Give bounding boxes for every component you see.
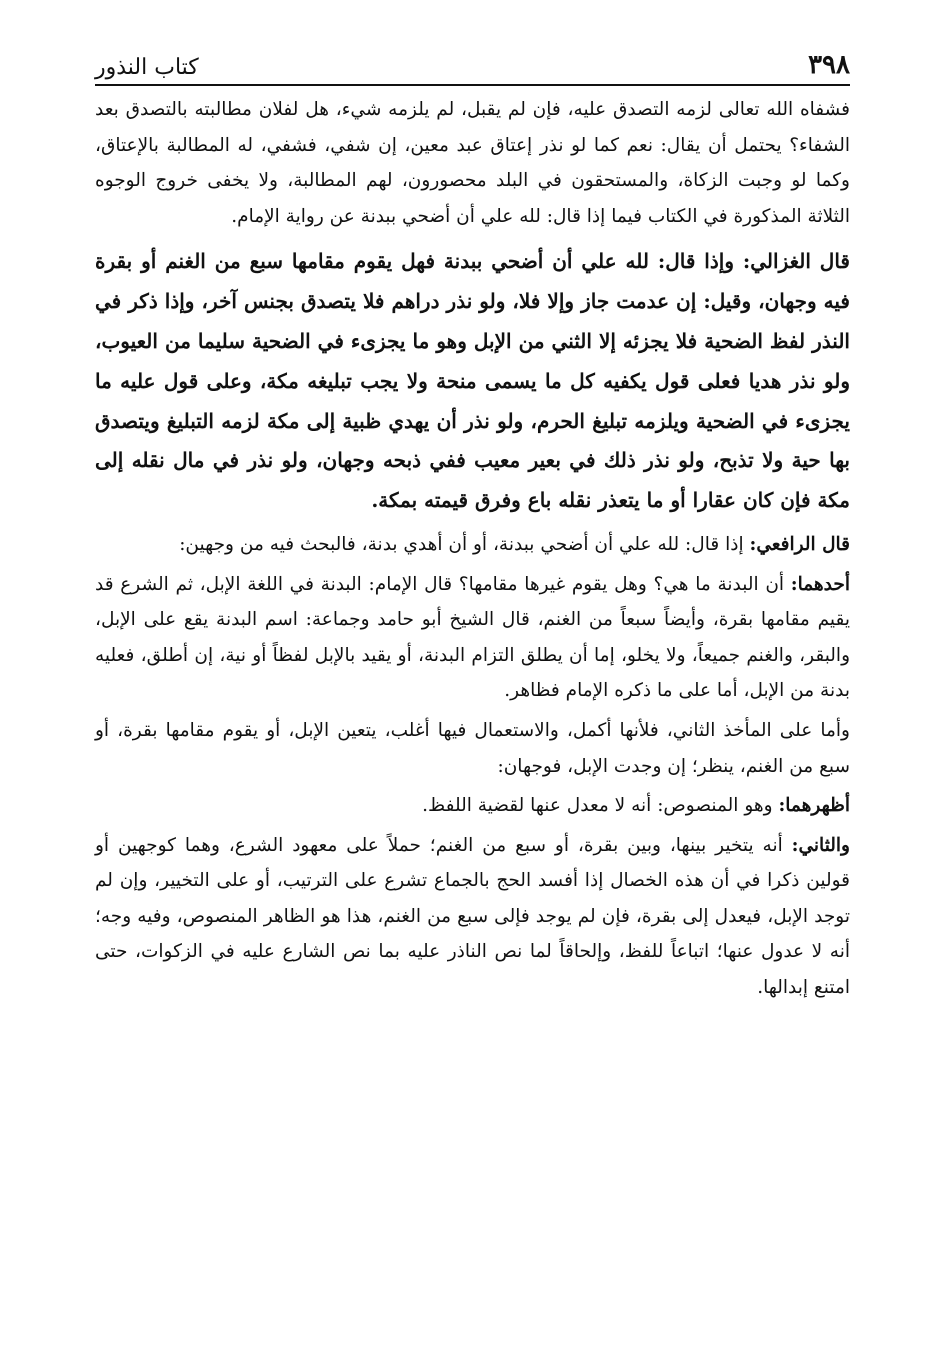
paragraph [95, 713, 850, 784]
paragraph-lead: أحدهما: [790, 573, 850, 595]
page-content [95, 92, 850, 1006]
page-header [95, 40, 850, 86]
paragraph [95, 92, 850, 234]
paragraph-text: فشفاه الله تعالى لزمه التصدق عليه، فإن لم يقبل، لم يلزمه شيء، هل لفلان مطالبته بالتصدق بعد الشفاء؟ يحتمل أن يقال: نعم كما لو نذر إعتاق عبد معين، إن شفي، فشفي، له المطالبة بالإعتاق، وكما لو وجبت الزكاة، والمستحقون في البلد محصورون، لهم المطالبة، ولا يخفى خروج الوجوه الثلاثة المذكورة في الكتاب فيما إذا قال: لله علي أن أضحي ببدنة عن رواية الإمام. [95, 99, 850, 227]
page-number: ٣٩٨ [808, 50, 850, 80]
paragraph-text: قال الغزالي: وإذا قال: لله علي أن أضحي ببدنة فهل يقوم مقامها سبع من الغنم أو بقرة فيه وجهان، وقيل: إن عدمت جاز وإلا فلا، ولو نذر دراهم فلا يتصدق بجنس آخر، وإذا ذكر في النذر لفظ الضحية فلا يجزئه إلا الثني من الإبل وهو ما يجزىء في الضحية سليما من العيوب، ولو نذر هديا فعلى قول يكفيه كل ما يسمى منحة ولا يجب تبليغه مكة، وعلى قول عليه ما يجزىء في الضحية ويلزمه تبليغ الحرم، ولو نذر أن يهدي ظبية إلى مكة لزمه التبليغ ويتصدق بها حية ولا تذبح، ولو نذر ذلك في بعير معيب ففي ذبحه وجهان، ولو نذر في مال نقله إلى مكة فإن كان عقارا أو ما يتعذر نقله باع وفرق قيمته بمكة. [95, 249, 850, 513]
book-page [95, 40, 850, 1310]
paragraph-lead: أظهرهما: [778, 795, 850, 817]
paragraph [95, 567, 850, 709]
paragraph-text: إذا قال: لله علي أن أضحي ببدنة، أو أن أهدي بدنة، فالبحث فيه من وجهين: [179, 533, 744, 555]
paragraph-text: أنه يتخير بينها، وبين بقرة، أو سبع من الغنم؛ حملاً على معهود الشرع، وهما كوجهين أو قولين ذكرا في أن هذه الخصال إذا أفسد الحج بالجماع تشرع على الترتيب، أو على التخيير، وإن لم توجد الإبل، فيعدل إلى بقرة، فإن لم يوجد فإلى سبع من الغنم، هذا هو الظاهر المنصوص، وفيه وجه؛ أنه لا عدول عنها؛ اتباعاً للفظ، وإلحاقاً لما نص الناذر عليه بما نص الشارع عليه في الزكوات، حتى امتنع إبدالها. [95, 834, 850, 999]
paragraph [95, 788, 850, 824]
paragraph [95, 828, 850, 1006]
paragraph [95, 527, 850, 563]
paragraph-lead: والثاني: [791, 834, 850, 856]
paragraph-text: أن البدنة ما هي؟ وهل يقوم غيرها مقامها؟ قال الإمام: البدنة في اللغة الإبل، ثم الشرع قد يقيم مقامها بقرة، وأيضاً سبعاً من الغنم، قال الشيخ أبو حامد وجماعة: اسم البدنة يقع على الإبل، والبقر، والغنم جميعاً، ولا يخلو، إما أن يطلق التزام البدنة، أو يقيد بالإبل لفظاً أو نية، إن أطلق، فعليه بدنة من الإبل، أما على ما ذكره الإمام فظاهر. [95, 573, 850, 702]
running-title: كتاب النذور [95, 55, 199, 80]
matn-paragraph [95, 242, 850, 521]
paragraph-text: وأما على المأخذ الثاني، فلأنها أكمل، والاستعمال فيها أغلب، يتعين الإبل، أو يقوم مقامها بقرة، أو سبع من الغنم، ينظر؛ إن وجدت الإبل، فوجهان: [95, 719, 850, 777]
paragraph-text: وهو المنصوص: أنه لا معدل عنها لقضية اللفظ. [422, 795, 773, 817]
paragraph-lead: قال الرافعي: [749, 533, 850, 555]
